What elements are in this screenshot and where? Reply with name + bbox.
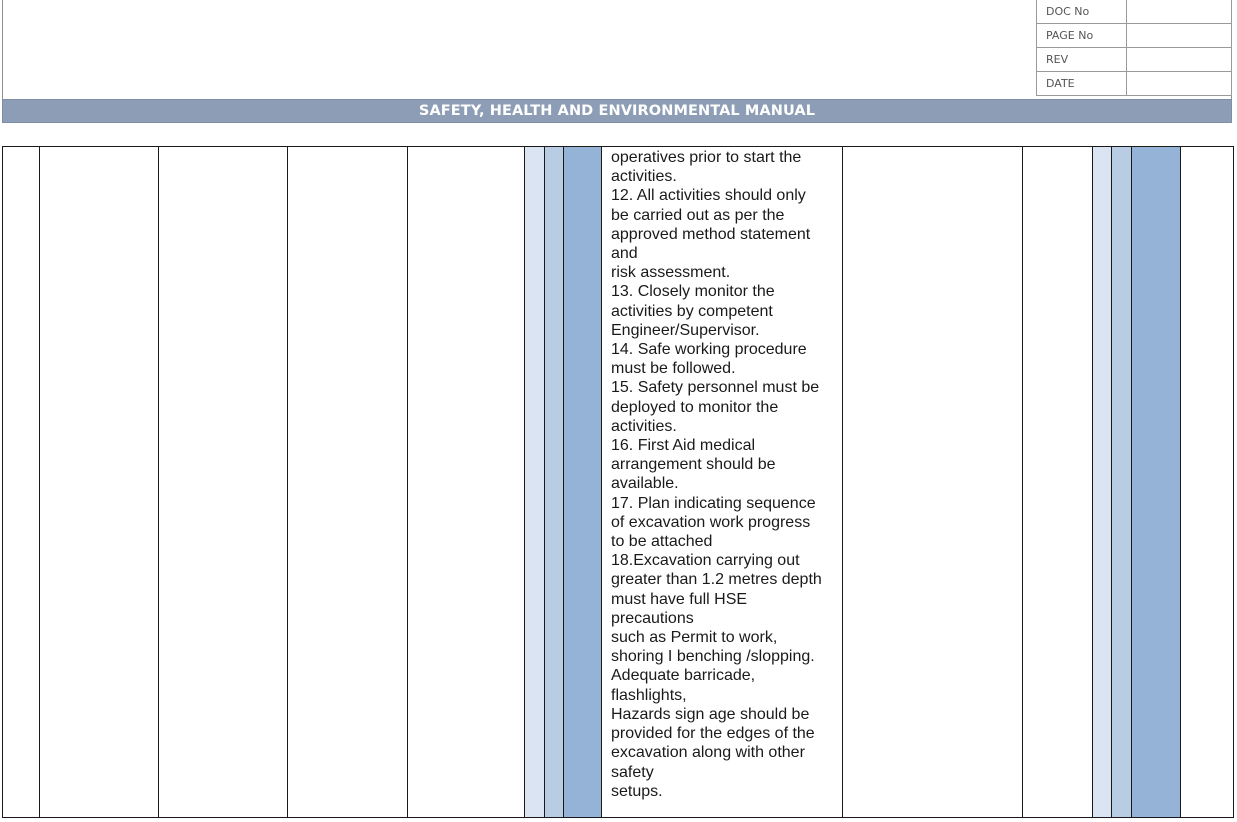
- activity-cell: [40, 147, 159, 818]
- document-info-table: [1036, 0, 1232, 96]
- control-measures-text: [602, 148, 842, 801]
- control-measure-line: 17. Plan indicating sequence: [611, 494, 816, 512]
- date-value: [1126, 72, 1231, 96]
- control-measure-line: must have full HSE: [611, 590, 748, 608]
- control-measure-line: 16. First Aid medical: [611, 437, 756, 455]
- control-measures-cell: [602, 147, 843, 818]
- additional-controls-cell: [843, 147, 1023, 818]
- date-label: DATE: [1037, 72, 1127, 96]
- page-no-label: PAGE No: [1037, 24, 1127, 48]
- control-measure-line: deployed to monitor the: [611, 398, 779, 416]
- control-measure-line: 15. Safety personnel must be: [611, 379, 820, 397]
- control-measure-line: Adequate barricade,: [611, 667, 756, 685]
- control-measure-line: Engineer/Supervisor.: [611, 321, 760, 339]
- control-measure-line: and: [611, 245, 638, 263]
- control-measure-line: approved method statement: [611, 225, 811, 243]
- control-measure-line: such as Permit to work,: [611, 629, 778, 647]
- control-measure-line: available.: [611, 475, 679, 493]
- residual-severity-cell: [1112, 147, 1132, 818]
- control-measure-line: activities.: [611, 168, 677, 186]
- page-no-value: [1126, 24, 1231, 48]
- date-row: [1037, 72, 1232, 96]
- control-measure-line: 12. All activities should only: [611, 187, 806, 205]
- control-measure-line: safety: [611, 763, 654, 781]
- control-measure-line: activities.: [611, 417, 677, 435]
- control-measure-line: 18.Excavation carrying out: [611, 552, 800, 570]
- remarks-cell: [1181, 147, 1234, 818]
- responsibility-cell: [1023, 147, 1093, 818]
- initial-likelihood-cell: [525, 147, 545, 818]
- initial-risk-rating-cell: [564, 147, 602, 818]
- risk-assessment-table: [2, 146, 1234, 818]
- persons-at-risk-cell: [408, 147, 525, 818]
- doc-no-row: [1037, 0, 1232, 24]
- control-measure-line: shoring I benching /slopping.: [611, 648, 815, 666]
- rev-label: REV: [1037, 48, 1127, 72]
- control-measure-line: 14. Safe working procedure: [611, 341, 807, 359]
- manual-title: SAFETY, HEALTH AND ENVIRONMENTAL MANUAL: [2, 99, 1232, 123]
- risk-cell: [288, 147, 408, 818]
- control-measure-line: must be followed.: [611, 360, 736, 378]
- control-measure-line: setups.: [611, 782, 663, 800]
- control-measure-line: be carried out as per the: [611, 206, 785, 224]
- doc-no-label: DOC No: [1037, 0, 1127, 24]
- residual-likelihood-cell: [1093, 147, 1112, 818]
- serial-number-cell: [3, 147, 40, 818]
- rev-value: [1126, 48, 1231, 72]
- control-measure-line: activities by competent: [611, 302, 773, 320]
- control-measure-line: provided for the edges of the: [611, 725, 815, 743]
- hazard-cell: [159, 147, 288, 818]
- control-measure-line: risk assessment.: [611, 264, 731, 282]
- control-measure-line: arrangement should be: [611, 456, 776, 474]
- doc-no-value: [1126, 0, 1231, 24]
- residual-risk-rating-cell: [1132, 147, 1181, 818]
- control-measure-line: precautions: [611, 609, 694, 627]
- control-measure-line: operatives prior to start the: [611, 149, 802, 166]
- control-measure-line: 13. Closely monitor the: [611, 283, 775, 301]
- control-measure-line: greater than 1.2 metres depth: [611, 571, 822, 589]
- control-measure-line: of excavation work progress: [611, 513, 811, 531]
- page-no-row: [1037, 24, 1232, 48]
- initial-severity-cell: [545, 147, 564, 818]
- control-measure-line: Hazards sign age should be: [611, 705, 810, 723]
- control-measure-line: to be attached: [611, 533, 713, 551]
- control-measure-line: excavation along with other: [611, 744, 805, 762]
- control-measure-line: flashlights,: [611, 686, 687, 704]
- rev-row: [1037, 48, 1232, 72]
- table-row: [3, 147, 1234, 818]
